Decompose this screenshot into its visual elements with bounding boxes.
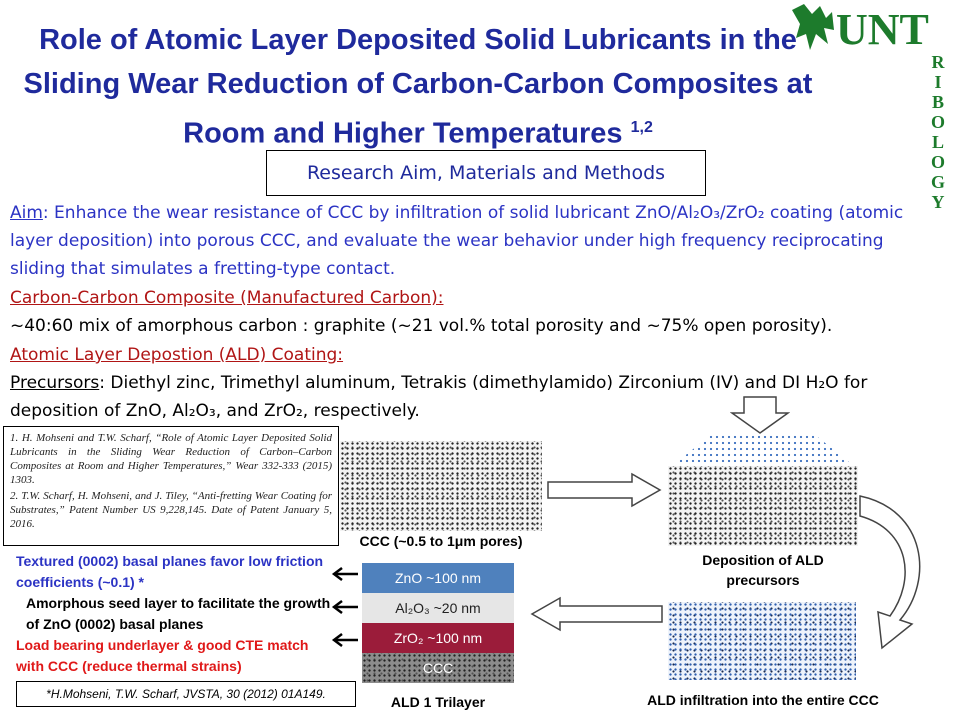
annotation-al2o3: Amorphous seed layer to facilitate the growth of ZnO (0002) basal planes xyxy=(26,595,331,632)
reference-item: 2. T.W. Scharf, H. Mohseni, and J. Tiley, “Anti-fretting Wear Coating for Substrates,” Patent Number US 9,228,145. Date of Patent January 5, 2016. xyxy=(10,490,332,530)
precursors-label: Precursors xyxy=(10,373,100,393)
aim-paragraph xyxy=(10,199,930,283)
tribology-letter: B xyxy=(931,92,944,112)
trilayer-stack xyxy=(362,563,514,683)
precursors-text: : Diethyl zinc, Trimethyl aluminum, Tetrakis (dimethylamido) Zirconium (IV) and DI H₂O for deposition of ZnO, Al₂O₃, and ZrO₂, respectively. xyxy=(10,373,868,421)
tribology-letter: Y xyxy=(931,192,945,212)
ccc-heading: Carbon-Carbon Composite (Manufactured Carbon): xyxy=(10,288,444,308)
tribology-letter: R xyxy=(931,52,945,72)
tribology-vertical-label xyxy=(928,52,948,212)
zro2-layer: ZrO₂ ~100 nm xyxy=(362,623,514,653)
reference-item: 1. H. Mohseni and T.W. Scharf, “Role of Atomic Layer Deposited Solid Lubricants in the Sliding Wear Reduction of Carbon–Carbon Composites at Room and Higher Temperatures,” Wear 332-333 (2015) 1303. xyxy=(10,432,332,486)
svg-text:UNT: UNT xyxy=(836,5,929,54)
aim-label: Aim xyxy=(10,203,43,223)
ccc-text: ~40:60 mix of amorphous carbon : graphite (~21 vol.% total porosity and ~75% open porosity). xyxy=(10,316,833,336)
infiltration-caption: ALD infiltration into the entire CCC xyxy=(647,692,879,708)
pointer-arrow-icon xyxy=(330,566,360,582)
zno-layer: ZnO ~100 nm xyxy=(362,563,514,593)
references-box xyxy=(3,426,339,546)
title-superscript: 1,2 xyxy=(630,119,653,136)
title-text: Role of Atomic Layer Deposited Solid Lubricants in the Sliding Wear Reduction of Carbon-Carbon Composites at Room and Higher Temperatures xyxy=(23,24,813,150)
unt-eagle-logo xyxy=(790,0,952,58)
annotation-zro2: Load bearing underlayer & good CTE match with CCC (reduce thermal strains) xyxy=(16,637,309,674)
right-arrow-icon xyxy=(546,472,662,508)
poster-title xyxy=(8,18,828,156)
tribology-letter: O xyxy=(930,112,945,132)
deposition-caption: Deposition of ALD precursors xyxy=(702,552,824,588)
curved-arrow-icon xyxy=(856,490,936,654)
infiltrated-ccc-image xyxy=(668,602,856,680)
ccc-caption: CCC (~0.5 to 1μm pores) xyxy=(359,533,523,549)
trilayer-caption: ALD 1 Trilayer xyxy=(390,694,486,710)
precursor-dots xyxy=(672,434,854,466)
ald-precursors xyxy=(10,369,940,425)
tribology-letter: L xyxy=(931,132,944,152)
ccc-layer: CCC xyxy=(362,653,514,683)
pointer-arrow-icon xyxy=(330,599,360,615)
down-arrow-icon xyxy=(730,395,790,435)
aim-text: : Enhance the wear resistance of CCC by infiltration of solid lubricant ZnO/Al₂O₃/ZrO₂ coating (atomic layer deposition) into porous CCC, and evaluate the wear behavior under high frequency reciprocating sliding that simulates a fretting-type contact. xyxy=(10,203,904,279)
tribology-letter: G xyxy=(930,172,945,192)
tribology-letter: O xyxy=(930,152,945,172)
al2o3-layer: Al₂O₃ ~20 nm xyxy=(362,593,514,623)
section-header: Research Aim, Materials and Methods xyxy=(266,150,706,196)
annotation-zno: Textured (0002) basal planes favor low friction coefficients (~0.1) * xyxy=(16,553,324,590)
left-arrow-icon xyxy=(530,596,664,632)
ald-heading: Atomic Layer Depostion (ALD) Coating: xyxy=(10,345,344,365)
pointer-arrow-icon xyxy=(330,632,360,648)
deposition-porous-image xyxy=(668,466,858,546)
ccc-porous-image xyxy=(340,441,542,531)
tribology-letter: I xyxy=(934,72,942,92)
footnote-box: *H.Mohseni, T.W. Scharf, JVSTA, 30 (2012) 01A149. xyxy=(16,681,356,707)
